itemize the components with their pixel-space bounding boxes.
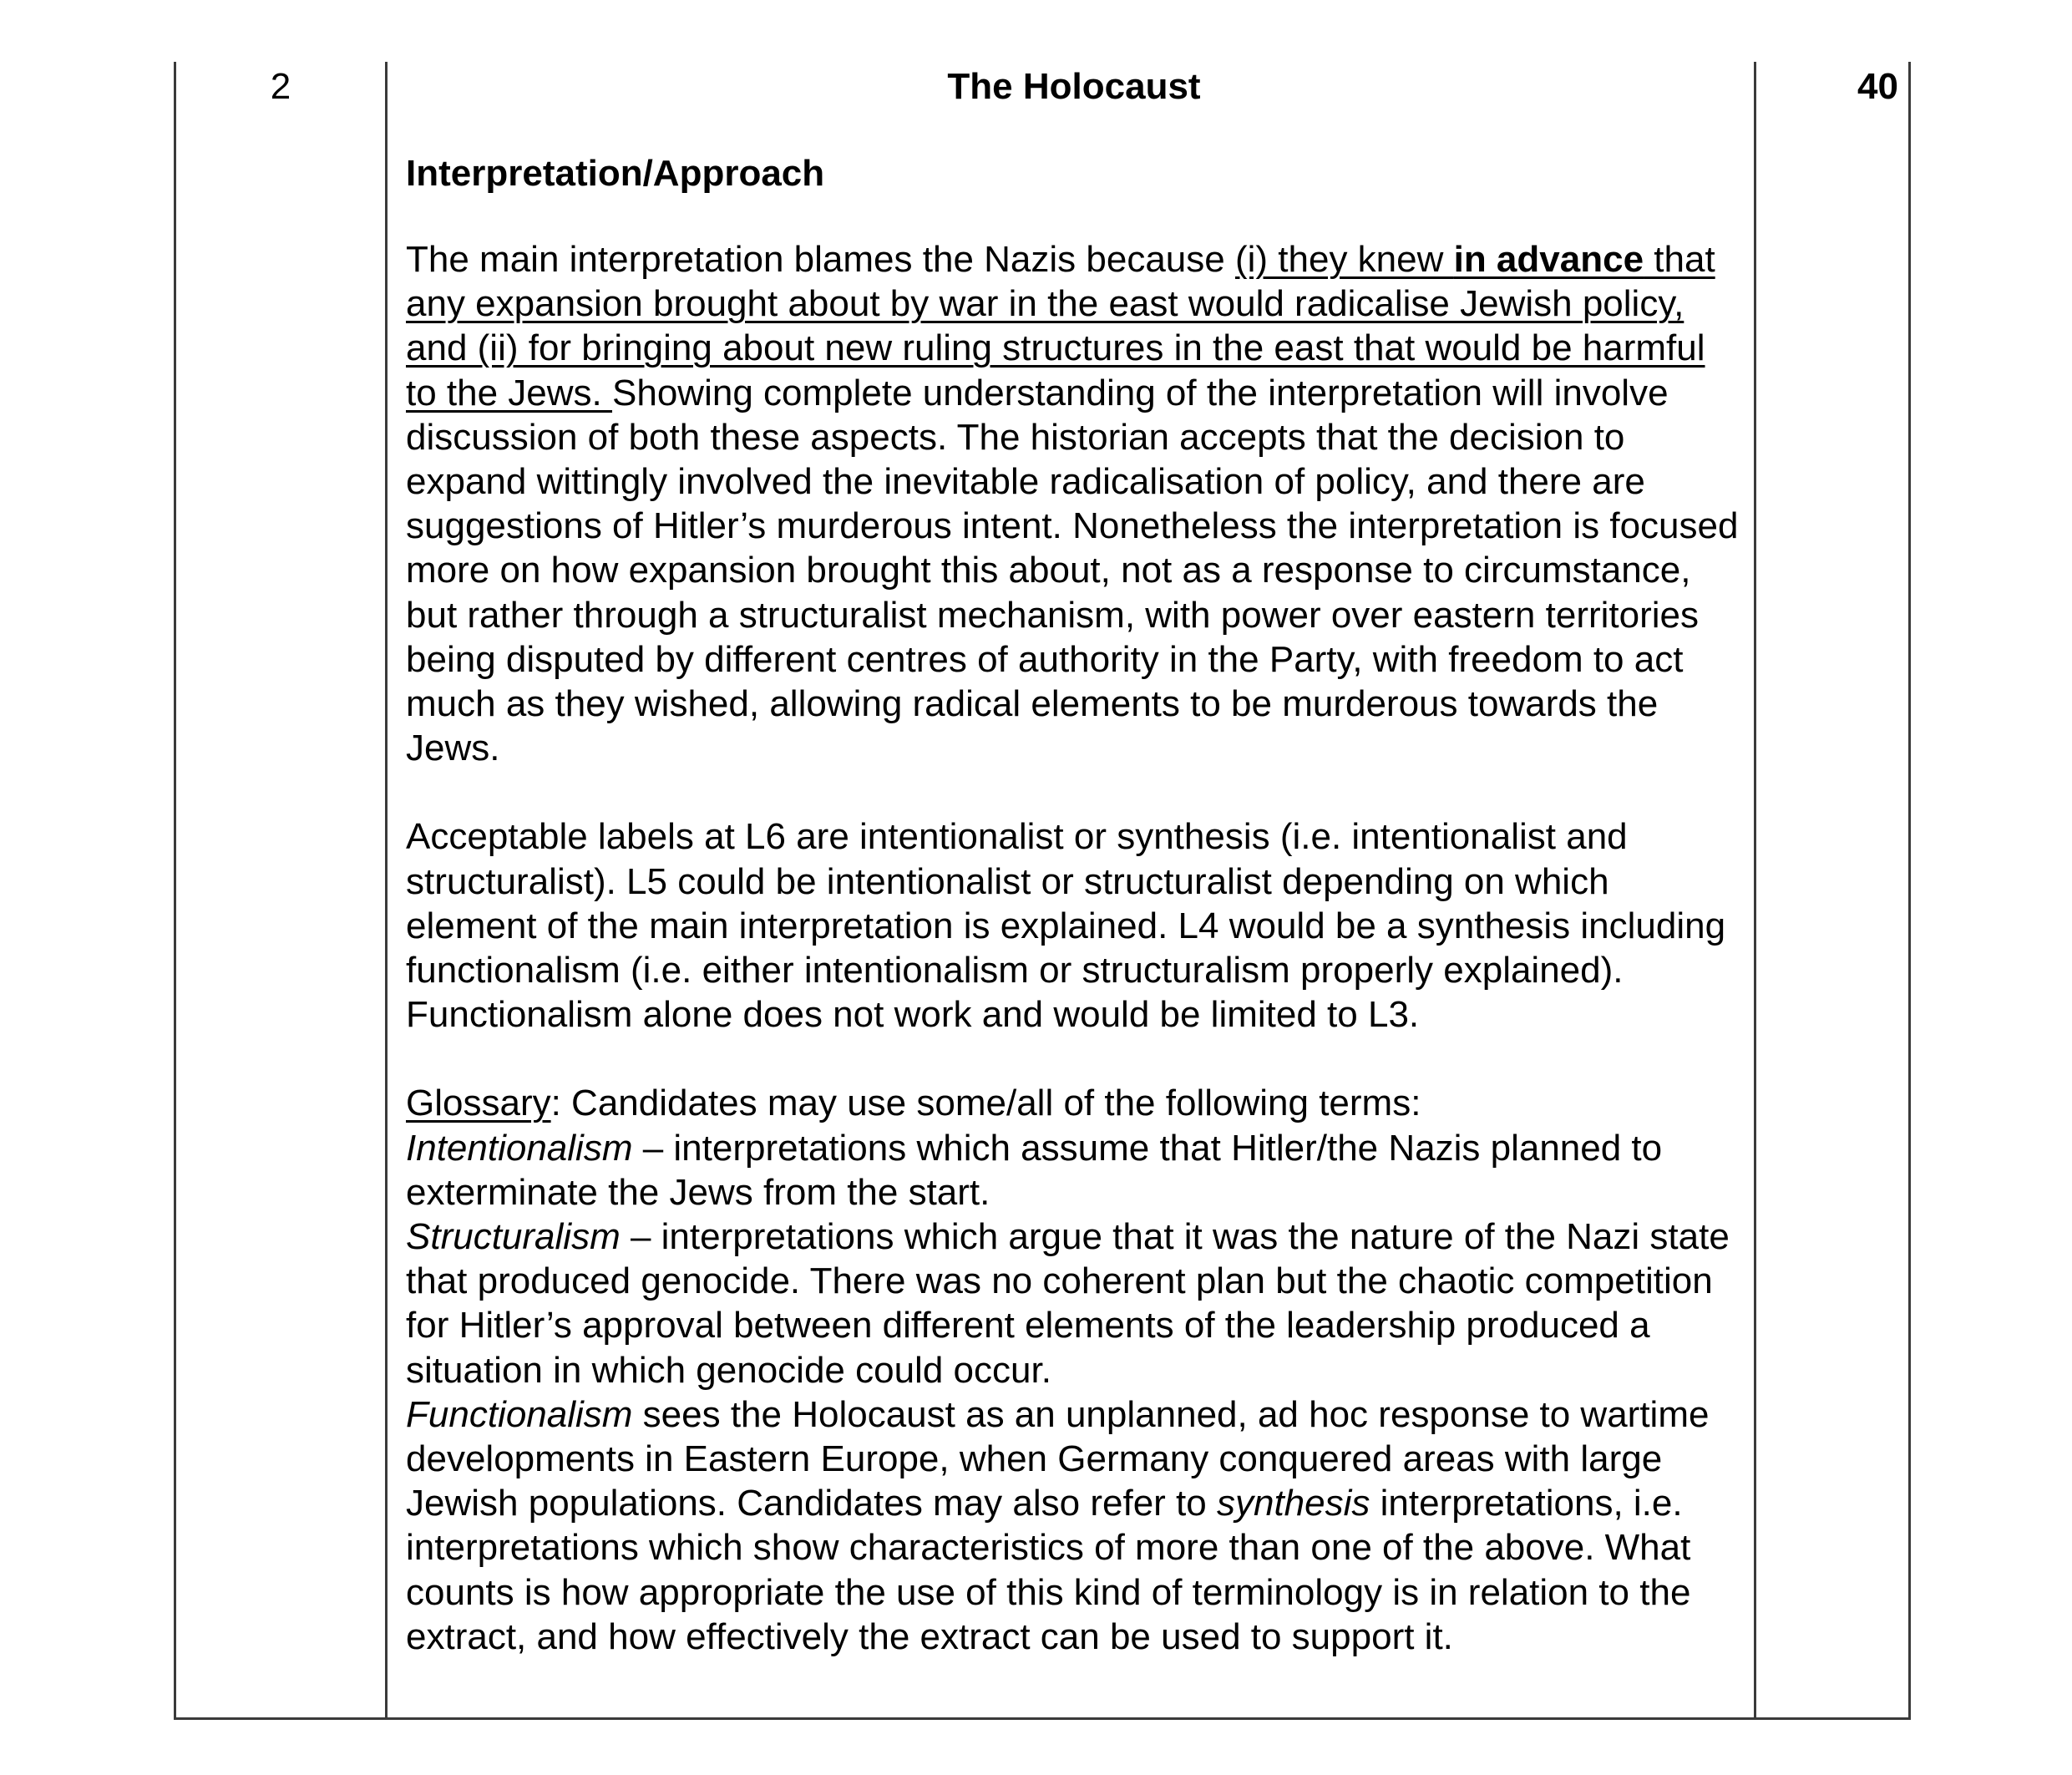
para1-underlined-bold: in advance [1453,239,1644,280]
levels-paragraph: Acceptable labels at L6 are intentionalist or synthesis (i.e. intentionalist and structuralist). L5 could be intentionalist or structuralist depending on which element of the main interpretation is explained. L4 would be a synthesis including functionalism (i.e. either intentionalism or structuralism properly explained). Functionalism alone does not work and would be limited to L3. [406,816,1726,1036]
para1-underlined-2: that any expansion brought about by war in the east would radicalise Jewish policy, and (ii) for bringing about new ruling structures in the east that would be harmful to the Jews. [406,239,1715,413]
synthesis-term: synthesis [1216,1483,1370,1524]
question-number: 2 [270,66,291,107]
column-divider-right [1754,62,1756,1717]
question-title: The Holocaust [947,66,1201,107]
synthesis-text: interpretations, i.e. interpretations which show characteristics of more than one of the above. What counts is how appropriate the use of this kind of terminology is in relation to the extract, and how effectively the extract can be used to support it. [406,1483,1691,1657]
glossary-intentionalism [406,1126,1742,1215]
glossary [406,1081,1742,1659]
intentionalism-term: Intentionalism [406,1127,633,1169]
structuralism-text: – interpretations which argue that it was the nature of the Nazi state that produced genocide. There was no coherent plan but the chaotic competition for Hitler’s approval between different elements of the leadership produced a situation in which genocide could occur. [406,1216,1730,1391]
interpretation-paragraph [406,237,1742,770]
glossary-intro: : Candidates may use some/all of the following terms: [550,1083,1421,1124]
question-marks: 40 [1857,66,1898,107]
para1-underlined-1: (i) they knew [1234,239,1454,280]
functionalism-text: sees the Holocaust as an unplanned, ad hoc response to wartime developments in Eastern Europe, when Germany conquered areas with large Jewish populations. Candidates may also refer to [406,1393,1710,1524]
column-divider-left [385,62,388,1717]
section-heading: Interpretation/Approach [406,153,825,194]
structuralism-term: Structuralism [406,1216,621,1258]
para1-rest: Showing complete understanding of the interpretation will involve discussion of both these aspects. The historian accepts that the decision to expand wittingly involved the inevitable radicalisation of policy, and there are suggestions of Hitler’s murderous intent. Nonetheless the interpretation is focused more on how expansion brought this about, not as a response to circumstance, but rather through a structuralist mechanism, with power over eastern territories being disputed by different centres of authority in the Party, with freedom to act much as they wished, allowing radical elements to be murderous towards the Jews. [406,372,1739,769]
glossary-functionalism [406,1392,1742,1659]
mark-scheme-table [174,62,1911,1720]
glossary-structuralism [406,1215,1742,1392]
guidance-content [406,62,1742,1659]
glossary-intro-line [406,1081,1742,1125]
functionalism-term: Functionalism [406,1393,633,1435]
para1-lead: The main interpretation blames the Nazis because [406,239,1235,280]
glossary-label: Glossary [406,1083,551,1124]
intentionalism-text: – interpretations which assume that Hitler/the Nazis planned to exterminate the Jews from the start. [406,1127,1663,1213]
